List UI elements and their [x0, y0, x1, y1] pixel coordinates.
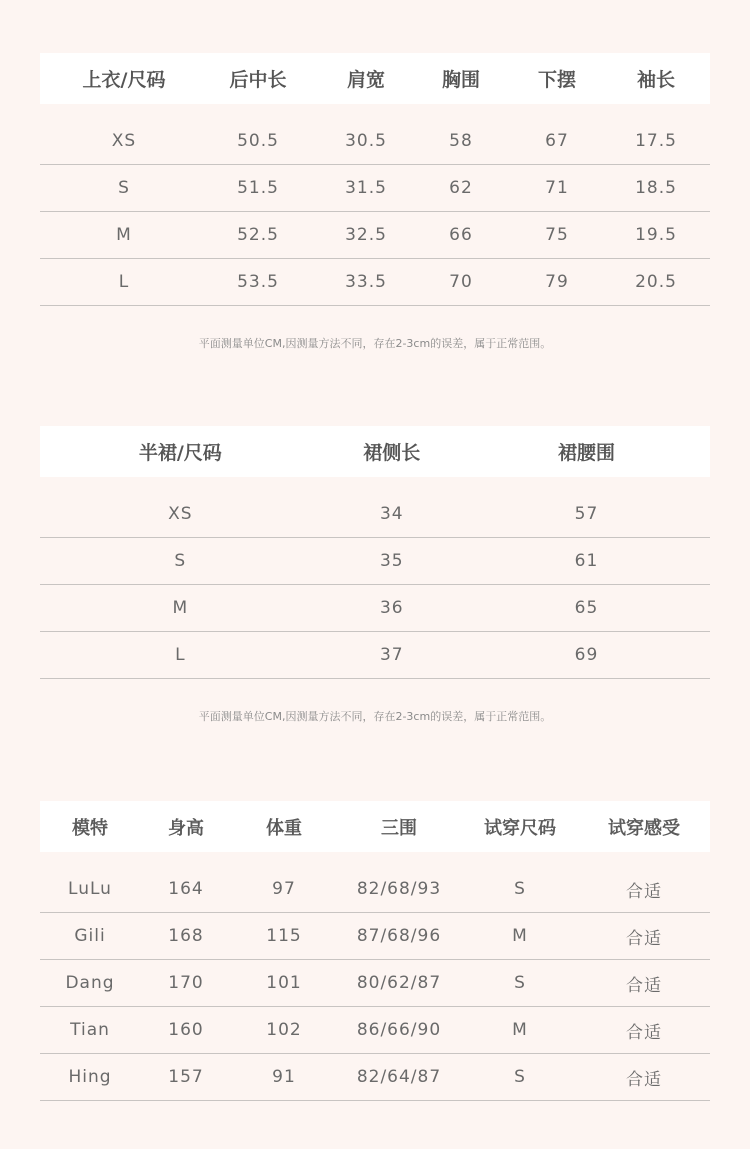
cell-back-length: 53.5	[237, 272, 279, 292]
cell-measurements: 80/62/87	[356, 973, 442, 993]
cell-size: S	[174, 551, 187, 571]
cell-skirt-waist: 65	[574, 598, 599, 618]
header-skirt-size: 半裙/尺码	[138, 442, 222, 464]
cell-skirt-waist: 69	[574, 645, 599, 665]
cell-height: 157	[168, 1067, 204, 1087]
cell-skirt-waist: 61	[574, 551, 599, 571]
cell-sleeve: 20.5	[635, 272, 677, 292]
cell-chest: 66	[449, 225, 473, 245]
header-top-size: 上衣/尺码	[82, 69, 166, 91]
cell-chest: 58	[449, 131, 473, 151]
cell-weight: 115	[266, 926, 302, 946]
cell-fit-feel: 合适	[626, 1069, 662, 1090]
model-fit-table	[40, 801, 710, 1101]
header-height: 身高	[168, 817, 204, 839]
cell-height: 170	[168, 973, 204, 993]
top-size-header	[40, 53, 710, 104]
table-row	[40, 913, 710, 960]
cell-back-length: 51.5	[237, 178, 279, 198]
header-skirt-length: 裙侧长	[363, 442, 421, 464]
cell-skirt-length: 36	[379, 598, 404, 618]
cell-sleeve: 18.5	[635, 178, 677, 198]
header-measurements: 三围	[381, 817, 417, 839]
cell-fit-size: M	[512, 1020, 528, 1040]
cell-fit-feel: 合适	[626, 928, 662, 949]
table-row	[40, 632, 710, 679]
cell-size: M	[172, 598, 189, 618]
header-chest: 胸围	[441, 69, 480, 91]
cell-hem: 79	[545, 272, 569, 292]
cell-weight: 97	[272, 879, 296, 899]
cell-skirt-waist: 57	[574, 504, 599, 524]
header-sleeve: 袖长	[636, 69, 675, 91]
table-row	[40, 538, 710, 585]
cell-height: 168	[168, 926, 204, 946]
cell-weight: 91	[272, 1067, 296, 1087]
cell-measurements: 87/68/96	[356, 926, 442, 946]
cell-height: 160	[168, 1020, 204, 1040]
cell-size: L	[118, 272, 130, 292]
table-row	[40, 259, 710, 306]
cell-fit-feel: 合适	[626, 881, 662, 902]
cell-shoulder: 33.5	[345, 272, 387, 292]
cell-model: Hing	[68, 1067, 112, 1087]
cell-skirt-length: 34	[379, 504, 404, 524]
cell-fit-feel: 合适	[626, 1022, 662, 1043]
cell-fit-size: M	[512, 926, 528, 946]
cell-model: Tian	[70, 1020, 110, 1040]
skirt-size-table	[40, 426, 710, 679]
table-row	[40, 212, 710, 259]
cell-back-length: 50.5	[237, 131, 279, 151]
cell-model: LuLu	[68, 879, 112, 899]
cell-weight: 102	[266, 1020, 302, 1040]
cell-height: 164	[168, 879, 204, 899]
cell-size: XS	[111, 131, 137, 151]
table-row	[40, 491, 710, 538]
cell-measurements: 86/66/90	[356, 1020, 442, 1040]
cell-fit-feel: 合适	[626, 975, 662, 996]
measurement-note: 平面测量单位CM,因测量方法不同，存在2-3cm的误差，属于正常范围。	[198, 337, 552, 350]
header-model: 模特	[72, 817, 108, 839]
header-weight: 体重	[266, 817, 302, 839]
cell-back-length: 52.5	[237, 225, 279, 245]
cell-skirt-length: 35	[379, 551, 404, 571]
header-skirt-waist: 裙腰围	[557, 442, 615, 464]
header-fit-feel: 试穿感受	[608, 817, 680, 839]
cell-size: XS	[168, 504, 193, 524]
cell-sleeve: 19.5	[635, 225, 677, 245]
cell-hem: 71	[545, 178, 569, 198]
cell-model: Dang	[65, 973, 115, 993]
cell-sleeve: 17.5	[635, 131, 677, 151]
header-shoulder: 肩宽	[346, 69, 385, 91]
table-row	[40, 118, 710, 165]
cell-fit-size: S	[514, 973, 526, 993]
table-row	[40, 585, 710, 632]
cell-weight: 101	[266, 973, 302, 993]
cell-fit-size: S	[514, 879, 526, 899]
header-hem: 下摆	[537, 69, 576, 91]
table-row	[40, 960, 710, 1007]
cell-chest: 62	[449, 178, 473, 198]
skirt-size-header	[40, 426, 710, 477]
table-row	[40, 1054, 710, 1101]
cell-shoulder: 31.5	[345, 178, 387, 198]
table-row	[40, 1007, 710, 1054]
cell-chest: 70	[449, 272, 473, 292]
header-back-length: 后中长	[229, 69, 287, 91]
cell-hem: 67	[545, 131, 569, 151]
header-fit-size: 试穿尺码	[484, 817, 556, 839]
cell-shoulder: 32.5	[345, 225, 387, 245]
cell-size: M	[116, 225, 132, 245]
measurement-note: 平面测量单位CM,因测量方法不同，存在2-3cm的误差，属于正常范围。	[198, 710, 552, 723]
cell-size: S	[118, 178, 130, 198]
cell-hem: 75	[545, 225, 569, 245]
cell-size: L	[175, 645, 186, 665]
cell-shoulder: 30.5	[345, 131, 387, 151]
table-row	[40, 866, 710, 913]
top-size-table	[40, 53, 710, 306]
cell-model: Gili	[74, 926, 106, 946]
cell-fit-size: S	[514, 1067, 526, 1087]
cell-measurements: 82/68/93	[356, 879, 442, 899]
model-fit-header	[40, 801, 710, 852]
table-row	[40, 165, 710, 212]
cell-skirt-length: 37	[379, 645, 404, 665]
cell-measurements: 82/64/87	[356, 1067, 442, 1087]
